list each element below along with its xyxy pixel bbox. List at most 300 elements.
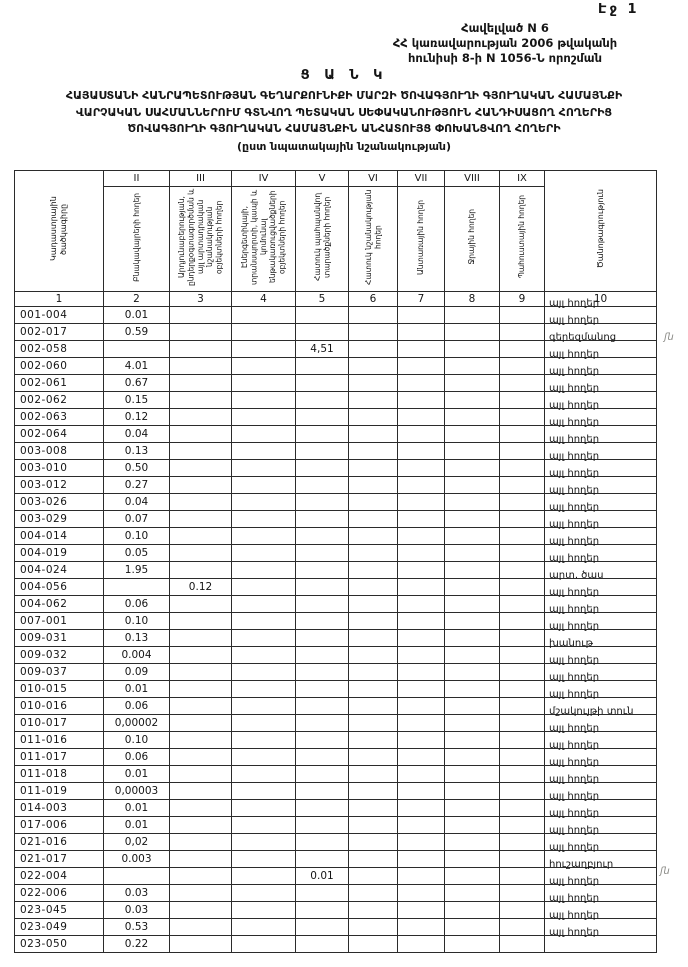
value-cell-col-6 [349, 698, 398, 715]
value-cell-col-4 [232, 749, 296, 766]
value-cell-col-2 [104, 868, 170, 885]
value-cell-col-7 [398, 511, 445, 528]
remark-text: այլ հողեր [549, 757, 600, 768]
value-cell-col-4 [232, 766, 296, 783]
value-cell-col-4 [232, 834, 296, 851]
value-cell-col-9 [500, 324, 545, 341]
header-roman-3: III [170, 171, 232, 187]
value-cell-col-3 [170, 545, 232, 562]
value-cell-col-4 [232, 647, 296, 664]
value-cell-col-5 [296, 749, 349, 766]
value-cell-col-3 [170, 715, 232, 732]
value-cell-col-4 [232, 460, 296, 477]
value-cell-col-4 [232, 477, 296, 494]
remark-text: հուշաղբյուր [549, 859, 614, 870]
value-cell-col-8 [445, 800, 500, 817]
cadastral-code-cell: 003-029 [15, 511, 104, 528]
value-cell-col-7 [398, 392, 445, 409]
value-cell-col-7 [398, 664, 445, 681]
value-cell-col-6 [349, 749, 398, 766]
cadastral-code-cell: 017-006 [15, 817, 104, 834]
value-cell-col-8 [445, 715, 500, 732]
value-cell-col-3 [170, 562, 232, 579]
value-cell-col-9 [500, 494, 545, 511]
value-cell-col-2: 0.004 [104, 647, 170, 664]
value-cell-col-6 [349, 562, 398, 579]
value-cell-col-9 [500, 647, 545, 664]
value-cell-col-5 [296, 409, 349, 426]
value-cell-col-9 [500, 528, 545, 545]
value-cell-col-2: 0.06 [104, 749, 170, 766]
value-cell-col-2: 0.06 [104, 698, 170, 715]
value-cell-col-5 [296, 307, 349, 324]
value-cell-col-6 [349, 630, 398, 647]
header-col-7 [398, 187, 445, 292]
header-roman-2: II [104, 171, 170, 187]
value-cell-col-6 [349, 545, 398, 562]
cadastral-code-cell: 004-014 [15, 528, 104, 545]
value-cell-col-5 [296, 426, 349, 443]
value-cell-col-5 [296, 715, 349, 732]
value-cell-col-7 [398, 375, 445, 392]
value-cell-col-8 [445, 919, 500, 936]
value-cell-col-7 [398, 409, 445, 426]
header-num-3: 3 [170, 292, 232, 307]
cadastral-code-cell: 011-018 [15, 766, 104, 783]
value-cell-col-5 [296, 885, 349, 902]
value-cell-col-2: 0,02 [104, 834, 170, 851]
cadastral-code-cell: 009-037 [15, 664, 104, 681]
value-cell-col-8 [445, 783, 500, 800]
value-cell-col-7 [398, 528, 445, 545]
value-cell-col-4 [232, 545, 296, 562]
value-cell-col-5 [296, 647, 349, 664]
header-col-4-label: Էներգետիկայի, տրանսպորտի, կապի և կոմունալ ենթակառուցվածքների օբյեկտների հողեր [240, 189, 287, 285]
value-cell-col-3 [170, 341, 232, 358]
value-cell-col-5 [296, 358, 349, 375]
value-cell-col-7 [398, 834, 445, 851]
cadastral-code-cell: 002-060 [15, 358, 104, 375]
remark-text: այլ հողեր [549, 621, 600, 632]
remark-text: այլ հողեր [549, 349, 600, 360]
value-cell-col-8 [445, 613, 500, 630]
value-cell-col-5 [296, 613, 349, 630]
cadastral-code-cell: 002-061 [15, 375, 104, 392]
handwritten-mark: ʃն [660, 866, 670, 877]
value-cell-col-8 [445, 851, 500, 868]
value-cell-col-9 [500, 749, 545, 766]
value-cell-col-6 [349, 511, 398, 528]
cadastral-code-cell: 011-016 [15, 732, 104, 749]
value-cell-col-7 [398, 324, 445, 341]
value-cell-col-6 [349, 477, 398, 494]
value-cell-col-6 [349, 375, 398, 392]
value-cell-col-8 [445, 681, 500, 698]
value-cell-col-8 [445, 324, 500, 341]
cadastral-code-cell: 009-032 [15, 647, 104, 664]
cadastral-code-cell: 022-004 [15, 868, 104, 885]
appendix-line: Հավելված N 6 [461, 21, 549, 35]
value-cell-col-9 [500, 307, 545, 324]
value-cell-col-7 [398, 613, 445, 630]
value-cell-col-2: 1.95 [104, 562, 170, 579]
value-cell-col-7 [398, 698, 445, 715]
value-cell-col-4 [232, 358, 296, 375]
remark-text: գերեզմանոց [549, 332, 617, 343]
value-cell-col-3 [170, 596, 232, 613]
value-cell-col-6 [349, 307, 398, 324]
value-cell-col-2: 0.003 [104, 851, 170, 868]
value-cell-col-6 [349, 834, 398, 851]
value-cell-col-3 [170, 647, 232, 664]
header-num-8: 8 [445, 292, 500, 307]
cadastral-code-cell: 007-001 [15, 613, 104, 630]
value-cell-col-9 [500, 375, 545, 392]
cadastral-code-cell: 001-004 [15, 307, 104, 324]
value-cell-col-4 [232, 783, 296, 800]
appendix-line: ՀՀ կառավարության 2006 թվականի [392, 35, 618, 50]
value-cell-col-7 [398, 936, 445, 953]
remark-text: այլ հողեր [549, 502, 600, 513]
value-cell-col-2: 0.04 [104, 426, 170, 443]
header-col-9 [500, 187, 545, 292]
remark-text: արտ. ծաս [549, 570, 604, 581]
title-line: ԾՈՎԱԳՅՈՒՂԻ ԳՅՈՒՂԱԿԱՆ ՀԱՄԱՅՆՔԻՆ ԱՆՀԱՏՈՒՅՑ ՓՈԽԱՆՑՎՈՂ ՀՈՂԵՐԻ [127, 122, 561, 135]
value-cell-col-9 [500, 868, 545, 885]
value-cell-col-7 [398, 868, 445, 885]
header-num-6: 6 [349, 292, 398, 307]
value-cell-col-7 [398, 545, 445, 562]
value-cell-col-2 [104, 579, 170, 596]
cadastral-code-cell: 023-050 [15, 936, 104, 953]
value-cell-col-6 [349, 800, 398, 817]
value-cell-col-8 [445, 545, 500, 562]
remark-text: այլ հողեր [549, 604, 600, 615]
value-cell-col-6 [349, 613, 398, 630]
value-cell-col-3 [170, 460, 232, 477]
value-cell-col-7 [398, 443, 445, 460]
title-line: ՎԱՐՉԱԿԱՆ ՍԱՀՄԱՆՆԵՐՈՒՄ ԳՏՆՎՈՂ ՊԵՏԱԿԱՆ ՍԵՓԱԿԱՆՈՒԹՅՈՒՆ ՀԱՆԴԻՍԱՑՈՂ ՀՈՂԵՐԻՑ [75, 105, 613, 119]
value-cell-col-5 [296, 698, 349, 715]
value-cell-col-6 [349, 579, 398, 596]
value-cell-col-8 [445, 443, 500, 460]
value-cell-col-4 [232, 851, 296, 868]
value-cell-col-3 [170, 868, 232, 885]
value-cell-col-3 [170, 800, 232, 817]
value-cell-col-2: 0.53 [104, 919, 170, 936]
value-cell-col-9 [500, 460, 545, 477]
value-cell-col-6 [349, 902, 398, 919]
value-cell-col-9 [500, 936, 545, 953]
header-col-5-label: Հատուկ պահպանվող տարածքների հողեր [312, 192, 331, 282]
value-cell-col-8 [445, 664, 500, 681]
value-cell-col-9 [500, 664, 545, 681]
value-cell-col-6 [349, 426, 398, 443]
value-cell-col-4 [232, 630, 296, 647]
value-cell-col-8 [445, 494, 500, 511]
remark-cell [545, 927, 657, 953]
value-cell-col-2: 0.05 [104, 545, 170, 562]
value-cell-col-4 [232, 800, 296, 817]
value-cell-col-5 [296, 681, 349, 698]
cadastral-code-cell: 021-017 [15, 851, 104, 868]
value-cell-col-8 [445, 647, 500, 664]
value-cell-col-7 [398, 902, 445, 919]
header-roman-8: VIII [445, 171, 500, 187]
value-cell-col-8 [445, 341, 500, 358]
value-cell-col-7 [398, 596, 445, 613]
value-cell-col-4 [232, 307, 296, 324]
value-cell-col-3 [170, 834, 232, 851]
cadastral-code-cell: 002-063 [15, 409, 104, 426]
header-col-4 [232, 187, 296, 292]
value-cell-col-8 [445, 511, 500, 528]
title-caption: Ց Ա Ն Կ [300, 68, 388, 83]
value-cell-col-5 [296, 494, 349, 511]
value-cell-col-6 [349, 868, 398, 885]
value-cell-col-3 [170, 630, 232, 647]
value-cell-col-6 [349, 936, 398, 953]
value-cell-col-3 [170, 324, 232, 341]
value-cell-col-9 [500, 562, 545, 579]
value-cell-col-8 [445, 477, 500, 494]
header-num-9: 9 [500, 292, 545, 307]
value-cell-col-9 [500, 409, 545, 426]
header-roman-6: VI [349, 171, 398, 187]
remark-text: այլ հողեր [549, 672, 600, 683]
value-cell-col-3 [170, 919, 232, 936]
value-cell-col-6 [349, 324, 398, 341]
value-cell-col-5 [296, 936, 349, 953]
header-cadastral-code-label: Կադաստրային ծածկագիրը [49, 196, 68, 262]
value-cell-col-3 [170, 358, 232, 375]
value-cell-col-9 [500, 613, 545, 630]
cadastral-code-cell: 010-016 [15, 698, 104, 715]
value-cell-col-2: 0,00003 [104, 783, 170, 800]
title-subtitle: (ըստ նպատակային նշանակության) [237, 139, 451, 153]
header-col-6 [349, 187, 398, 292]
remark-text: այլ հողեր [549, 451, 600, 462]
remark-text: այլ հողեր [549, 842, 600, 853]
value-cell-col-7 [398, 885, 445, 902]
value-cell-col-9 [500, 851, 545, 868]
value-cell-col-7 [398, 919, 445, 936]
value-cell-col-6 [349, 919, 398, 936]
value-cell-col-5 [296, 664, 349, 681]
value-cell-col-6 [349, 851, 398, 868]
header-num-4: 4 [232, 292, 296, 307]
value-cell-col-3 [170, 409, 232, 426]
value-cell-col-4 [232, 511, 296, 528]
header-num-5: 5 [296, 292, 349, 307]
value-cell-col-2: 0.12 [104, 409, 170, 426]
value-cell-col-2: 0.22 [104, 936, 170, 953]
value-cell-col-6 [349, 885, 398, 902]
header-col-3-label: Արդյունաբերության, ընդերքօգտագործման և այլ արտադրական նշանակության օբյեկտների հողեր [177, 188, 224, 286]
value-cell-col-8 [445, 868, 500, 885]
cadastral-code-cell: 003-008 [15, 443, 104, 460]
remark-text: այլ հողեր [549, 485, 600, 496]
value-cell-col-8 [445, 630, 500, 647]
table-body [15, 298, 657, 953]
value-cell-col-3 [170, 392, 232, 409]
value-cell-col-5 [296, 817, 349, 834]
value-cell-col-7 [398, 307, 445, 324]
value-cell-col-2: 0.01 [104, 681, 170, 698]
value-cell-col-3 [170, 426, 232, 443]
remark-text: այլ հողեր [549, 553, 600, 564]
title-line: ՀԱՅԱՍՏԱՆԻ ՀԱՆՐԱՊԵՏՈՒԹՅԱՆ ԳԵՂԱՐՔՈՒՆԻՔԻ ՄԱՐԶԻ ԾՈՎԱԳՅՈՒՂԻ ԳՅՈՒՂԱԿԱՆ ՀԱՄԱՅՆՔԻ [65, 89, 623, 102]
header-col-9-label: Պահուստային հողեր [517, 195, 527, 279]
value-cell-col-4 [232, 341, 296, 358]
cadastral-code-cell: 002-017 [15, 324, 104, 341]
value-cell-col-2: 0.10 [104, 732, 170, 749]
value-cell-col-6 [349, 494, 398, 511]
value-cell-col-2: 0.13 [104, 630, 170, 647]
value-cell-col-3 [170, 664, 232, 681]
value-cell-col-8 [445, 885, 500, 902]
value-cell-col-7 [398, 341, 445, 358]
header-remark-label: Ծանոթագրություն [595, 189, 605, 269]
value-cell-col-4 [232, 392, 296, 409]
value-cell-col-7 [398, 477, 445, 494]
value-cell-col-3 [170, 307, 232, 324]
value-cell-col-3 [170, 375, 232, 392]
value-cell-col-6 [349, 528, 398, 545]
value-cell-col-2: 0.59 [104, 324, 170, 341]
value-cell-col-5: 4,51 [296, 341, 349, 358]
value-cell-col-3 [170, 528, 232, 545]
header-col-5 [296, 187, 349, 292]
remark-text: մշակույթի տուն [549, 706, 634, 717]
value-cell-col-5 [296, 800, 349, 817]
value-cell-col-2: 0,00002 [104, 715, 170, 732]
cadastral-code-cell: 002-058 [15, 341, 104, 358]
value-cell-col-8 [445, 766, 500, 783]
value-cell-col-3 [170, 511, 232, 528]
header-num-1: 1 [15, 292, 104, 307]
value-cell-col-2: 0.27 [104, 477, 170, 494]
value-cell-col-6 [349, 664, 398, 681]
value-cell-col-4 [232, 817, 296, 834]
value-cell-col-2: 0.04 [104, 494, 170, 511]
value-cell-col-8 [445, 749, 500, 766]
value-cell-col-3 [170, 936, 232, 953]
value-cell-col-2: 0.10 [104, 613, 170, 630]
value-cell-col-5 [296, 392, 349, 409]
value-cell-col-2: 0.10 [104, 528, 170, 545]
value-cell-col-6 [349, 443, 398, 460]
header-num-10: 10 [545, 292, 657, 307]
header-col-2 [104, 187, 170, 292]
remark-text: այլ հողեր [549, 825, 600, 836]
value-cell-col-4 [232, 885, 296, 902]
value-cell-col-7 [398, 681, 445, 698]
remark-text: այլ հողեր [549, 536, 600, 547]
value-cell-col-7 [398, 749, 445, 766]
value-cell-col-2 [104, 341, 170, 358]
remark-text: այլ հողեր [549, 723, 600, 734]
value-cell-col-2: 0.03 [104, 902, 170, 919]
value-cell-col-3 [170, 732, 232, 749]
value-cell-col-4 [232, 919, 296, 936]
value-cell-col-8 [445, 392, 500, 409]
value-cell-col-3 [170, 477, 232, 494]
value-cell-col-2: 0.09 [104, 664, 170, 681]
value-cell-col-9 [500, 511, 545, 528]
value-cell-col-3 [170, 885, 232, 902]
header-roman-4: IV [232, 171, 296, 187]
document-title [0, 68, 688, 153]
header-col-3 [170, 187, 232, 292]
value-cell-col-5 [296, 460, 349, 477]
value-cell-col-5 [296, 324, 349, 341]
cadastral-code-cell: 004-024 [15, 562, 104, 579]
value-cell-col-5 [296, 834, 349, 851]
value-cell-col-7 [398, 579, 445, 596]
value-cell-col-6 [349, 341, 398, 358]
remark-text: այլ հողեր [549, 655, 600, 666]
remark-text: այլ հողեր [549, 876, 600, 887]
remark-text: այլ հողեր [549, 417, 600, 428]
appendix-header [330, 21, 680, 66]
remark-text: այլ հողեր [549, 315, 600, 326]
cadastral-code-cell: 010-015 [15, 681, 104, 698]
value-cell-col-8 [445, 409, 500, 426]
value-cell-col-7 [398, 460, 445, 477]
value-cell-col-4 [232, 562, 296, 579]
value-cell-col-9 [500, 426, 545, 443]
value-cell-col-5 [296, 579, 349, 596]
value-cell-col-7 [398, 647, 445, 664]
value-cell-col-3: 0.12 [170, 579, 232, 596]
cadastral-code-cell: 004-056 [15, 579, 104, 596]
header-num-2: 2 [104, 292, 170, 307]
header-num-7: 7 [398, 292, 445, 307]
cadastral-code-cell: 003-010 [15, 460, 104, 477]
value-cell-col-2: 0.07 [104, 511, 170, 528]
value-cell-col-7 [398, 817, 445, 834]
cadastral-code-cell: 003-012 [15, 477, 104, 494]
value-cell-col-8 [445, 562, 500, 579]
value-cell-col-8 [445, 902, 500, 919]
remark-text: այլ հողեր [549, 383, 600, 394]
value-cell-col-9 [500, 783, 545, 800]
value-cell-col-9 [500, 358, 545, 375]
value-cell-col-4 [232, 613, 296, 630]
value-cell-col-9 [500, 885, 545, 902]
cadastral-code-cell: 010-017 [15, 715, 104, 732]
value-cell-col-2: 0.06 [104, 596, 170, 613]
value-cell-col-2: 0.13 [104, 443, 170, 460]
remark-text: այլ հողեր [549, 366, 600, 377]
cadastral-code-cell: 011-017 [15, 749, 104, 766]
value-cell-col-3 [170, 494, 232, 511]
value-cell-col-9 [500, 477, 545, 494]
value-cell-col-6 [349, 817, 398, 834]
value-cell-col-4 [232, 494, 296, 511]
remark-text: այլ հողեր [549, 519, 600, 530]
value-cell-col-9 [500, 596, 545, 613]
value-cell-col-4 [232, 902, 296, 919]
remark-text: այլ հողեր [549, 468, 600, 479]
value-cell-col-2: 0.01 [104, 766, 170, 783]
cadastral-code-cell: 014-003 [15, 800, 104, 817]
remark-text: այլ հողեր [549, 808, 600, 819]
value-cell-col-7 [398, 851, 445, 868]
value-cell-col-4 [232, 868, 296, 885]
value-cell-col-8 [445, 698, 500, 715]
